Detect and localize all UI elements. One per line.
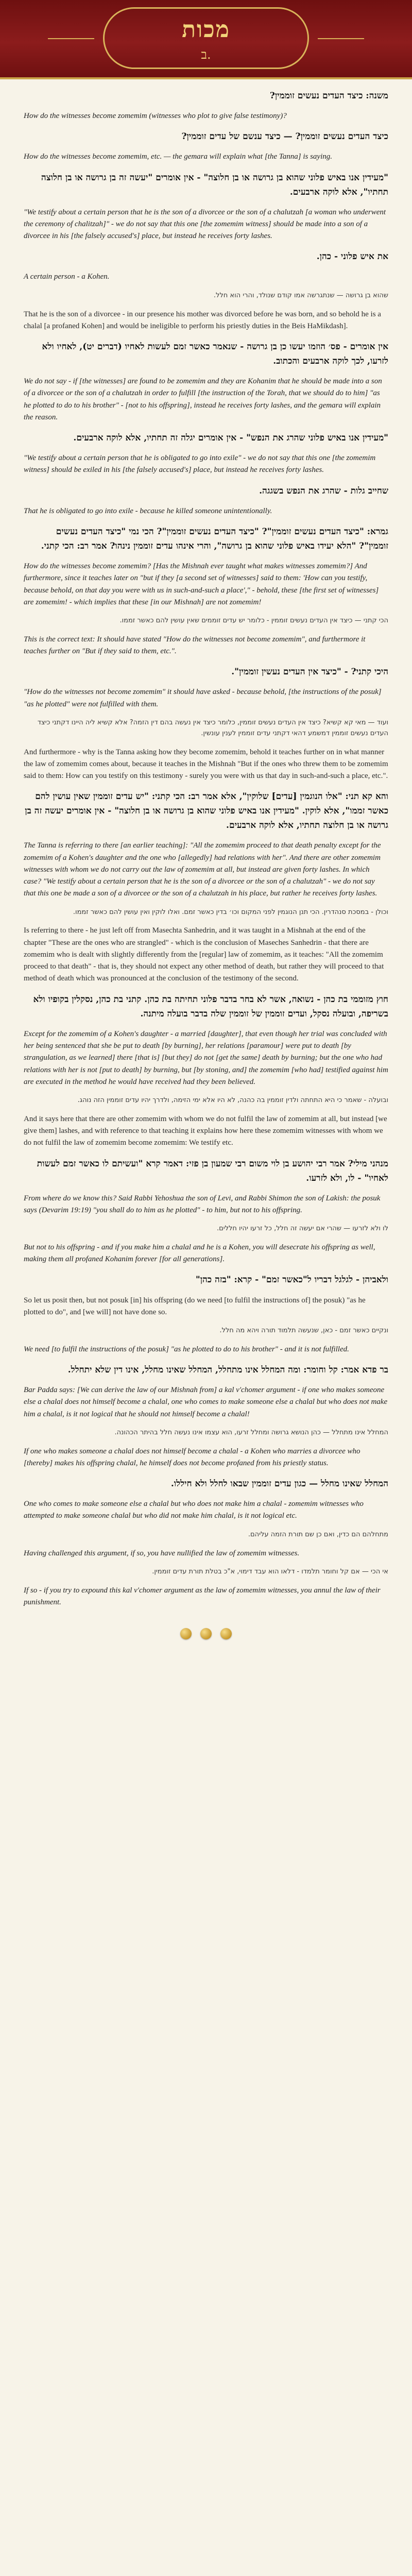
hebrew-paragraph: חוץ מזוממי בת כהן - נשואה, אשר לא בחר בדבר פלוני תחיתה בת כהן. קתני בת כהן, נסקלין בקופיו ולא בשריפה, ובועלה נסקל, ועדים זוממין של זוממין שלה בדבר בועלה מיתנה. — [33, 994, 388, 1019]
hebrew-paragraph: שחייב גלות - שהרג את הנפש בשגגה. — [259, 485, 388, 496]
english-translation: The Tanna is referring to there [an earlier teaching]: "All the zomemim proceed to that death penalty except for the zomemim of a Kohen's daughter and the one who [allegedly] had relations with her". And there are other zomemim witnesses with whom we do not carry out the law of zomemim at all, but instead are given forty lashes. In which case? "We testify about a certain person that he is the son of a divorcee or the son of a chalutzah" - we do not say that this one be made a son of a divorcee or the son of a chalutzah in his place, but rather he receives forty lashes. — [24, 841, 381, 898]
hebrew-paragraph: גמרא: "כיצד העדים נעשים זוממין"? "כיצד העדים נעשים זוממין"? הכי נמי "כיצד העדים נעשים זוממין"? "הלא יעידו באיש פלוני שהוא בן גרושה", והרי אינהו עדים זוממין נינהו? אמר רב: הכי קתני. — [41, 526, 388, 552]
hebrew-paragraph: המחלל שאינו מחלל — כגון עדים זוממין שבאו לחלל ולא חיללו. — [170, 1479, 388, 1489]
hebrew-commentary: המחלל אינו מתחלל — כהן הנושא גרושה ומחלל זרעו, הוא עצמו אינו נעשה חלל בהיתר הכהונה. — [114, 1428, 388, 1436]
hebrew-commentary: הכי קתני — כיצד אין העדים נעשים זוממין - כלומר יש עדים זוממים שאין עושין להם כאשר זממו. — [119, 617, 388, 625]
english-translation: A certain person - a Kohen. — [24, 273, 110, 281]
hebrew-commentary: אי הכי — אם קל וחומר תלמדו - דלאו הוא עבד דימוי, א"כ בטלת תורת עדים זוממין. — [152, 1567, 388, 1575]
english-translation: How do the witnesses become zomemim? [Has the Mishnah ever taught what makes witnesses zomemim?] And furthermore, since it teaches later on "but if they [a second set of witnesses] said to them: 'How can you testify, because behold, on that day you were with us in such-and-such a place'," - behold, these [the first set of witnesses] are zomemim! - which implies that these [in our Mishnah] are not zomemim! — [24, 562, 379, 606]
english-translation: "We testify about a certain person that he is obligated to go into exile" - we do not say that this one [the zomemim witness] should be exiled in his [the falsely accused's] place, but instead he receives forty lashes. — [24, 454, 376, 474]
hebrew-paragraph: כיצד העדים נעשים זוממין? — כיצד ענשם של עדים זוממין? — [181, 131, 388, 142]
english-translation: Having challenged this argument, if so, you have nullified the law of zomemim witnesses. — [24, 1549, 300, 1557]
hebrew-paragraph: משנה: כיצד העדים נעשים זוממין? — [269, 91, 388, 101]
daf-number: ב. — [201, 47, 211, 62]
hebrew-paragraph: את איש פלוני - כהן. — [316, 251, 388, 262]
hebrew-commentary: לו ולא לזרעו — שהרי אם יעשה זה חלל, כל זרעו יהיו חללים. — [216, 1225, 388, 1233]
hebrew-paragraph: "מעידין אנו באיש פלוני שהרג את הנפש" - אין אומרים יגלה זה תחתיו, אלא לוקה ארבעים. — [73, 433, 388, 444]
english-translation: Bar Padda says: [We can derive the law of our Mishnah from] a kal v'chomer argument - if one who makes someone else a chalal does not himself become a chalal, one who comes to make someone else a chalal but who does not make him a chalal, is it not logical that he should not himself become a chalal! — [24, 1386, 388, 1418]
english-commentary: And it says here that there are other zomemim with whom we do not fulfil the law of zomemim at all, but instead [we give them] lashes, and with reference to that teaching it explains how here these zomemim witnesses with whom we do not fulfil the law of zomemim become zomemim: We testify etc. — [24, 1114, 387, 1147]
hebrew-paragraph: והא קא תני: "אלו הנוגמין [עדים] שלוקין", אלא אמר רב: הכי קתני: "יש עדים זוממין שאין עושין להם כאשר זממו", אלא לוקין. "מעידין אנו באיש פלוני שהוא בן גרושה או בן חלוצה" - אין אומרים יעשה זה בן גרושה או בן חלוצה תחתיו, אלא לוקה ארבעים. — [25, 791, 388, 831]
hebrew-commentary: וכולן - במסכת סנהדרין. הכי תנן הנוגמין לפני המקום וכו׳ בדין כאשר זמם. ואלו לוקין ואין עושין להם כאשר זממו. — [73, 908, 388, 916]
english-translation: This is the correct text: It should have stated "How do the witnesses not become zomemim", and furthermore it teaches further on "But if they said to them, etc.". — [24, 635, 366, 656]
english-commentary: That he is the son of a divorcee - in our presence his mother was divorced before he was born, and so behold he is a chalal [a profaned Kohen] and would be ineligible to perform his priestly duties in the Beis HaMikdash]. — [24, 310, 381, 330]
english-commentary: And furthermore - why is the Tanna asking how they become zomemim, behold it teaches further on in what manner the law of zomemim comes about, because it teaches in the Mishnah "But if the ones who threw them to be zomemim said to them: How can you testify on this testimony - surely you were with us that day in such-and-such a place, etc.". — [24, 748, 388, 780]
hebrew-commentary: מתחלהם הם כדין, ואם כן שם תורת הזמה עליהם. — [248, 1530, 388, 1538]
tractate-title: מכות — [182, 16, 230, 43]
hebrew-commentary: שהוא בן גרושה — שנתגרשה אמו קודם שנולד, והרי הוא חלל. — [213, 291, 388, 299]
english-translation: How do the witnesses become zomemim, etc. — the gemara will explain what [the Tanna] is saying. — [24, 152, 332, 161]
english-translation: That he is obligated to go into exile - because he killed someone unintentionally. — [24, 506, 272, 515]
hebrew-paragraph: אין אומרים - פס׳ הוזמו יעשו כן בן גרושה - שנאמר כאשר זמם לעשות לאחיו (דברים יט), לאחיו ולא לזרעו, לכך לוקה ארבעים והכתוב. — [42, 342, 388, 367]
english-translation: We do not say - if [the witnesses] are found to be zomemim and they are Kohanim that he should be made into a son of a divorcee or the son of a chalutzah in order to fulfill [the instruction of the Torah, that we should do to him] "as he plotted to do to his brother" - [not to his offspring], instead he receives forty lashes, and the gemara will explain the reason. — [24, 377, 382, 421]
english-translation: From where do we know this? Said Rabbi Yehoshua the son of Levi, and Rabbi Shimon the son of Lakish: the posuk says (Devarim 19:19) "you shall do to him as he plotted" - to him, but not to his offspring. — [24, 1194, 381, 1214]
english-translation: One who comes to make someone else a chalal but who does not make him a chalal - zomemim witnesses who attempted to make someone chalal but who did not make him chalal, is it not logical etc. — [24, 1500, 364, 1520]
coin-icon — [180, 1628, 192, 1639]
hebrew-paragraph: מנהני מילי? אמר רבי יהושע בן לוי משום רבי שמעון בן פזי: דאמר קרא "ועשיתם לו כאשר זמם לעשות לאחיו" - לו, ולא לזרעו. — [37, 1158, 388, 1183]
english-translation: We need [to fulfil the instructions of the posuk] "as he plotted to do to his brother" - and it is not fulfilled. — [24, 1345, 349, 1353]
header-banner — [0, 0, 412, 79]
english-commentary: Is referring to there - he just left off from Masechta Sanhedrin, and it was taught in a Mishnah at the end of the chapter "These are the ones who are strangled" - which is the conclusion of Maseches Sanhedrin - that there are zomemim who is dealt with slightly differently from the [regular] law of zomemim, as it teaches: "All the zomemim proceed to that death" - that is, they should not expect any other method of death, but rather they will proceed to that method of death which was pronounced at the conclusion of the testimony of the second. — [24, 926, 384, 983]
coin-icon — [200, 1628, 212, 1639]
hebrew-commentary: ובועלה - שאמר כי היא התחתה ולדין זוממין בה כהנה, לא היו אלא ימי הזימה, ולדרך יהיו עדים זוממין הזה נוהג. — [77, 1096, 388, 1105]
coin-icon — [220, 1628, 232, 1639]
english-translation: How do the witnesses become zomemim (witnesses who plot to give false testimony)? — [24, 112, 287, 121]
hebrew-commentary: ונקיים כאשר זמם - כאן, שנעשה תלמוד תורה ויהא מה חלל. — [219, 1327, 388, 1335]
english-translation: "How do the witnesses not become zomemim" it should have asked - because behold, [the instructions of the posuk] "as he plotted" were not fulfilled with them. — [24, 688, 382, 708]
hebrew-paragraph: היכי קתני? - "כיצד אין העדים נעשין זוממין". — [231, 667, 388, 677]
english-commentary: So let us posit then, but not posuk [in] his offspring (do we need [to fulfil the instructions of] the posuk) "as he plotted to do", and [we will] not have done so. — [24, 1296, 366, 1316]
hebrew-commentary: ועוד — מאי קא קשיא? כיצד אין העדים נעשים זוממין, כלומר כיצד אין נעשה בהם דין הזמה? אלא קשיא ליה היינו דקתני כיצד העדים נעשים זוממין דמשמע דהאי דקתני עדים זוממין לענין עונשין. — [37, 718, 388, 737]
hebrew-paragraph: "מעידין אנו באיש פלוני שהוא בן גרושה או בן חלוצה" - אין אומרים "יעשה זה בן גרושה או בן חלוצה תחתיו", אלא לוקה ארבעים. — [41, 172, 388, 197]
hebrew-paragraph: בר פדא אמר: קל וחומר: ומה המחלל אינו מתחלל, המחלל שאינו מחלל, אינו דין שלא יתחלל. — [67, 1365, 388, 1376]
english-translation: Except for the zomemim of a Kohen's daughter - a married [daughter], that even though her trial was concluded with her being sentenced that she be put to death [by burning], her relations [paramour] were put to death [by strangulation, as we learned] there [that is] [but they] do not [get the same] death by burning; but the one who had relations with her is not [put to death] by burning, but [by stoning, and] the zomemim [who had] testified against him are executed in the method he would have received had they been believed. — [24, 1029, 388, 1086]
english-translation: "We testify about a certain person that he is the son of a divorcee or the son of a chalutzah [a woman who underwent the ceremony of chalitzah]" - we do not say that this one [the zomemim witness] should be made into a son of a divorcee in his [the falsely accused's] place, but instead he receives forty lashes. — [24, 208, 386, 241]
english-translation: If so - if you try to expound this kal v'chomer argument as the law of zomemim witnesses, you annul the law of their punishment. — [24, 1586, 381, 1606]
text-content — [0, 79, 412, 1621]
footer-ornament — [0, 1621, 412, 1654]
hebrew-paragraph: ולאביהן - לגלגל דבריו ל"כאשר זמם" - קרא: "בזה כהן" — [195, 1275, 388, 1285]
english-translation: If one who makes someone a chalal does not himself become a chalal - a Kohen who marries a divorcee who [thereby] makes his offspring chalal, he himself does not become profaned from his priestly status. — [24, 1447, 360, 1467]
english-translation: But not to his offspring - and if you make him a chalal and he is a Kohen, you will desecrate his offspring as well, making them all profaned Kohanim forever [for all generations]. — [24, 1243, 375, 1264]
